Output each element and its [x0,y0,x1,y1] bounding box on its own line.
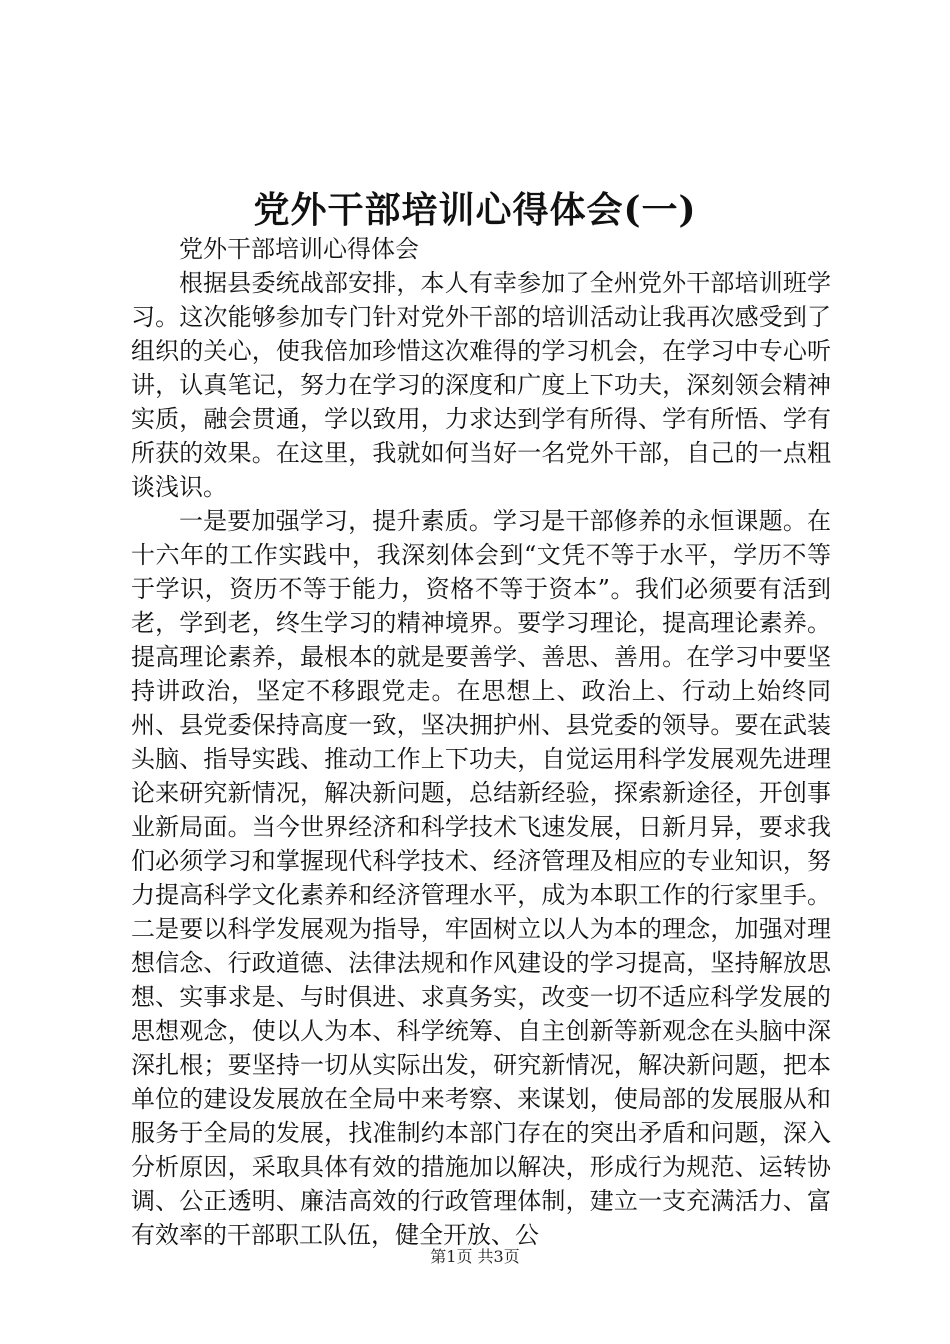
paragraph-main: 一是要加强学习，提升素质。学习是干部修养的永恒课题。在十六年的工作实践中，我深刻体会到“文凭不等于水平，学历不等于学识，资历不等于能力，资格不等于资本”。我们必须要有活到老，学到老，终生学习的精神境界。要学习理论，提高理论素养。提高理论素养，最根本的就是要善学、善思、善用。在学习中要坚持讲政治，坚定不移跟党走。在思想上、政治上、行动上始终同州、县党委保持高度一致，坚决拥护州、县党委的领导。要在武装头脑、指导实践、推动工作上下功夫，自觉运用科学发展观先进理论来研究新情况，解决新问题，总结新经验，探索新途径，开创事业新局面。当今世界经济和科学技术飞速发展，日新月异，要求我们必须学习和掌握现代科学技术、经济管理及相应的专业知识，努力提高科学文化素养和经济管理水平，成为本职工作的行家里手。二是要以科学发展观为指导，牢固树立以人为本的理念，加强对理想信念、行政道德、法律法规和作风建设的学习提高，坚持解放思想、实事求是、与时俱进、求真务实，改变一切不适应科学发展的思想观念，使以人为本、科学统筹、自主创新等新观念在头脑中深深扎根；要坚持一切从实际出发，研究新情况，解决新问题，把本单位的建设发展放在全局中来考察、来谋划，使局部的发展服从和服务于全局的发展，找准制约本部门存在的突出矛盾和问题，深入分析原因，采取具体有效的措施加以解决，形成行为规范、运转协调、公正透明、廉洁高效的行政管理体制，建立一支充满活力、富有效率的干部职工队伍，健全开放、公 [131,507,831,1249]
page-number-footer: 第1页 共3页 [430,1247,520,1266]
paragraph-subtitle: 党外干部培训心得体会 [179,235,419,263]
document-title: 党外干部培训心得体会(一) [253,189,697,231]
document-body [131,232,831,1252]
paragraph-intro: 根据县委统战部安排，本人有幸参加了全州党外干部培训班学习。这次能够参加专门针对党外干部的培训活动让我再次感受到了组织的关心，使我倍加珍惜这次难得的学习机会，在学习中专心听讲，认真笔记，努力在学习的深度和广度上下功夫，深刻领会精神实质，融会贯通，学以致用，力求达到学有所得、学有所悟、学有所获的效果。在这里，我就如何当好一名党外干部，自己的一点粗谈浅识。 [131,269,831,501]
